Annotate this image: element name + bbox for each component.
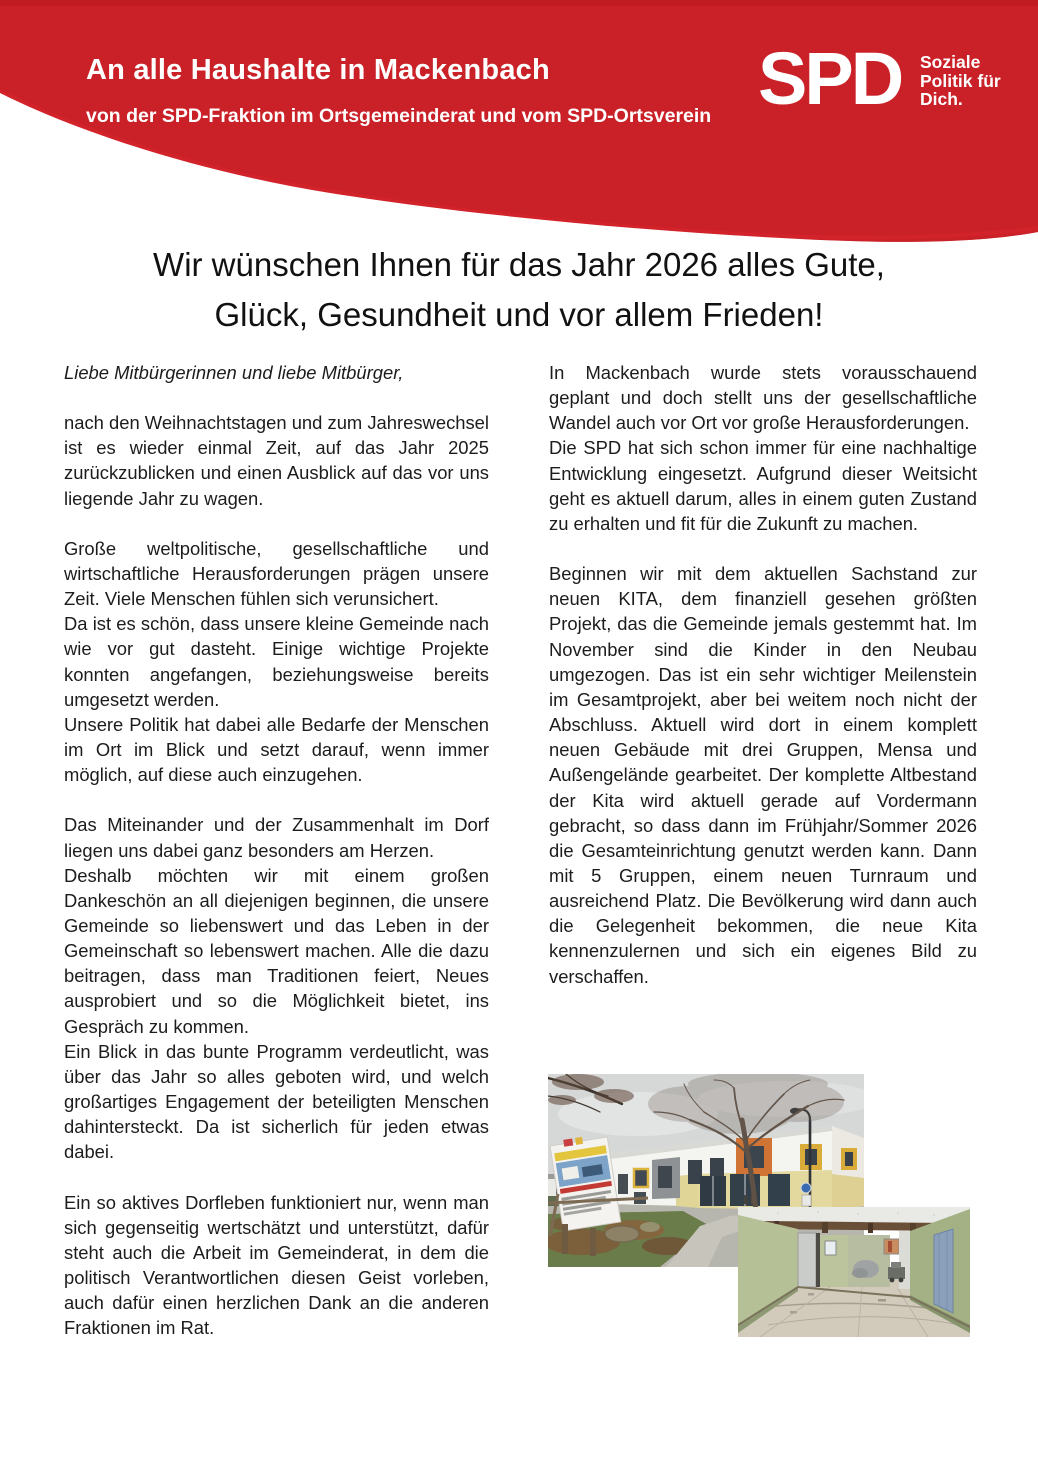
- spd-tagline-line-3: Dich.: [920, 89, 963, 109]
- header-subtitle: von der SPD-Fraktion im Ortsgemeinderat und vom SPD-Ortsverein: [86, 105, 712, 127]
- paragraph-new-year-review: nach den Weihnachtstagen und zum Jahreswechsel ist es wieder einmal Zeit, auf das Jahr 2025 zurückzublicken und einen Ausblick auf das vor uns liegende Jahr zu wagen.: [64, 412, 489, 509]
- paragraph-community-standing: Da ist es schön, dass unsere kleine Gemeinde nach wie vor gut dasteht. Einige wichtige Projekte konnten angefangen, beziehungsweise bereits umgesetzt werden.: [64, 613, 489, 710]
- paragraph-togetherness: Das Miteinander und der Zusammenhalt im Dorf liegen uns dabei ganz besonders am Herzen.: [64, 814, 489, 861]
- spd-logo-tagline: [920, 53, 1001, 109]
- paragraph-program: Ein Blick in das bunte Programm verdeutlicht, was über das Jahr so alles geboten wird, und welch großartiges Engagement der beteiligten Menschen dahintersteckt. Da ist sicherlich für jeden etwas dabei.: [64, 1040, 489, 1163]
- paragraph-council-thanks: Ein so aktives Dorfleben funktioniert nur, wenn man sich gegenseitig wertschätzt und unterstützt, dafür steht auch die Arbeit im Gemeinderat, in dem die politisch Verantwortlichen diesen Geist vorleben, auch dafür einen herzlichen Dank an die anderen Fraktionen im Rat.: [64, 1191, 489, 1339]
- paragraph-spd-sustainability: Die SPD hat sich schon immer für eine nachhaltige Entwicklung eingesetzt. Aufgrund dieser Weitsicht geht es aktuell darum, alles in einem guten Zustand zu erhalten und fit für die Zukunft zu machen.: [549, 437, 977, 534]
- paragraph-politics-needs: Unsere Politik hat dabei alle Bedarfe der Menschen im Ort im Blick und setzt darauf, wenn immer möglich, auf diese auch einzugehen.: [64, 713, 489, 786]
- paragraph-mackenbach-planning: In Mackenbach wurde stets vorausschauend geplant und doch stellt uns der gesellschaftliche Wandel auch vor Ort vor große Herausforderungen.: [549, 362, 977, 434]
- right-column: [549, 360, 977, 989]
- paragraph-challenges: Große weltpolitische, gesellschaftliche und wirtschaftliche Herausforderungen prägen unsere Zeit. Viele Menschen fühlen sich verunsichert.: [64, 537, 489, 610]
- kita-altbau-interior-photo: [738, 1207, 970, 1337]
- kita-interior-illustration: [738, 1207, 970, 1337]
- spd-tagline-line-2: Politik für: [920, 70, 1001, 91]
- paragraph-thanks-volunteers: Deshalb möchten wir mit einem großen Dankeschön an all diejenigen beginnen, die unsere Gemeinde so liebenswert und das Leben in der Gemeinschaft so lebenswert machen. Alle die dazu beitragen, dass man Traditionen feiert, Neues ausprobiert und so die Möglichkeit bietet, ins Gespräch zu kommen.: [64, 864, 489, 1037]
- header-title: An alle Haushalte in Mackenbach: [86, 54, 550, 86]
- left-column: [64, 360, 489, 1340]
- headline-line-2: Glück, Gesundheit und vor allem Frieden!: [214, 296, 824, 333]
- paragraph-kita-status: Beginnen wir mit dem aktuellen Sachstand zur neuen KITA, dem finanziell gesehen größten Projekt, das die Gemeinde jemals gestemmt hat. Im November sind die Kinder in den Neubau umgezogen. Das ist ein sehr wichtiger Meilenstein im Gesamtprojekt, aber bei weitem noch nicht der Abschluss. Aktuell wird dort in einem komplett neuen Gebäude mit drei Gruppen, Mensa und Außengelände gearbeitet. Der komplette Altbestand der Kita wird aktuell gerade auf Vordermann gebracht, so dass dann im Frühjahr/Sommer 2026 die Gesamteinrichtung genutzt werden kann. Dann mit 5 Gruppen, einem neuen Turnraum und ausreichend Platz. Die Bevölkerung wird dann auch die Gelegenheit bekommen, die neue Kita kennenzulernen und sich ein eigenes Bild zu verschaffen.: [549, 563, 977, 987]
- spd-tagline-line-1: Soziale: [920, 52, 981, 72]
- header-banner: [0, 0, 1038, 248]
- salutation: Liebe Mitbürgerinnen und liebe Mitbürger,: [64, 362, 404, 383]
- page-headline: [0, 240, 1038, 340]
- headline-line-1: Wir wünschen Ihnen für das Jahr 2026 alles Gute,: [153, 246, 885, 283]
- spd-logo-wordmark: SPD: [758, 37, 902, 120]
